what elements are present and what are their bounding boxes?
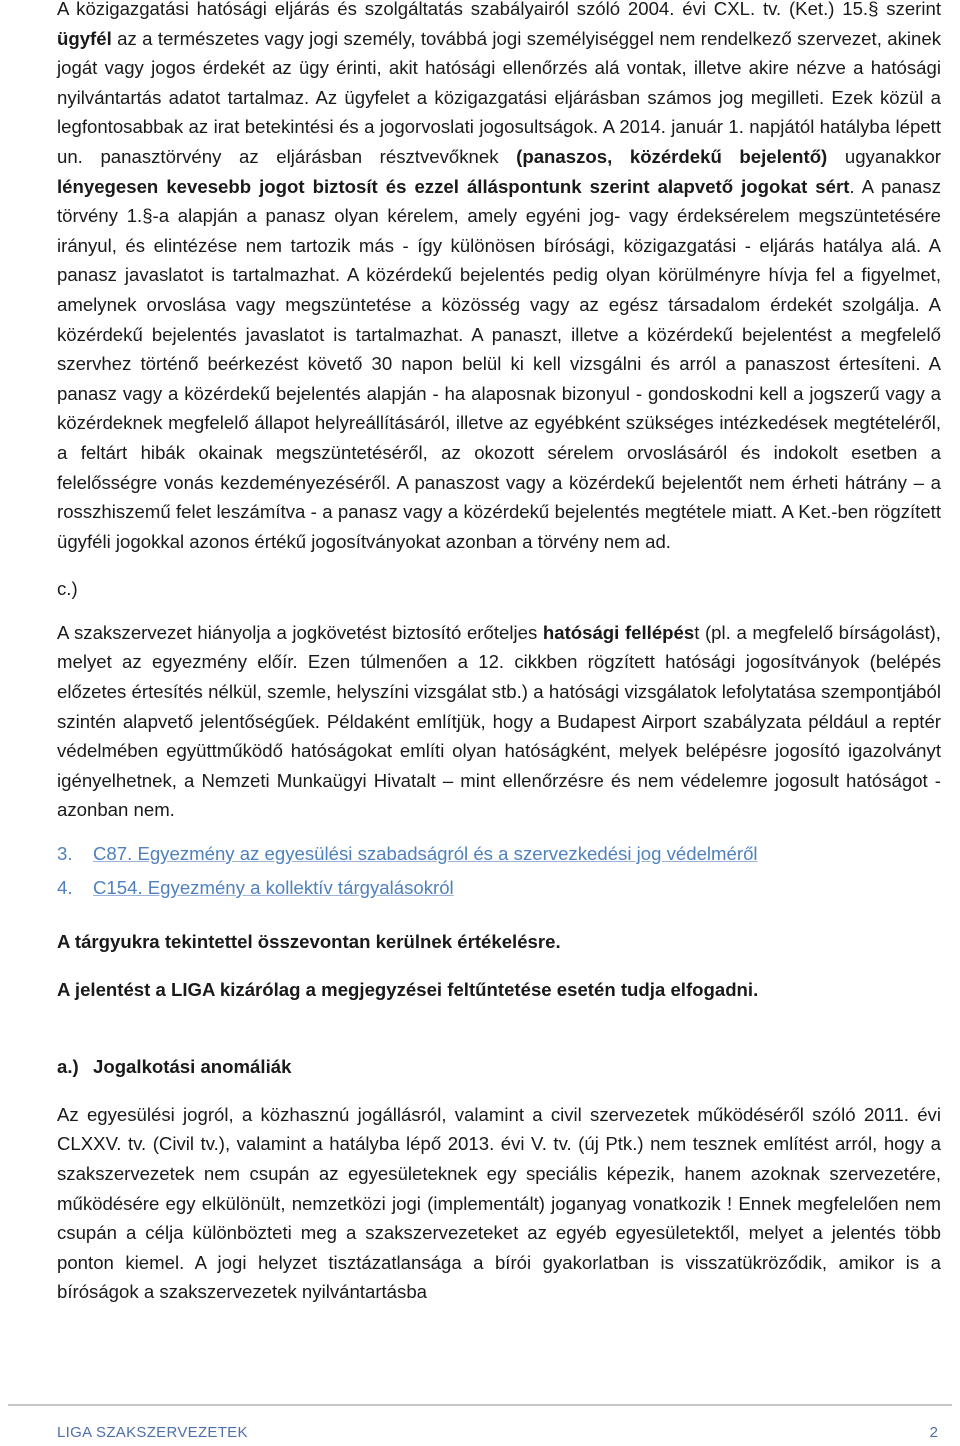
- item-title-link[interactable]: C87. Egyezmény az egyesülési szabadságról és a szervezkedési jog védelméről: [93, 843, 758, 865]
- item-title-link[interactable]: C154. Egyezmény a kollektív tárgyalásokról: [93, 877, 454, 899]
- numbered-item-3[interactable]: [57, 837, 941, 871]
- heading-text: Jogalkotási anomáliák: [93, 1056, 292, 1078]
- footer-org-name: LIGA SZAKSZERVEZETEK: [57, 1424, 248, 1441]
- text-run: A közigazgatási hatósági eljárás és szolgáltatás szabályairól szóló 2004. évi CXL. tv. (Ket.) 15.§ szerint: [57, 0, 941, 19]
- section-label-c: c.): [57, 578, 78, 600]
- page-number: 2: [929, 1424, 938, 1441]
- text-run: ugyanakkor: [827, 145, 941, 167]
- bold-statement-1: A tárgyukra tekintettel összevontan kerülnek értékelésre.: [57, 931, 561, 953]
- bold-term-hatosagi-fellepes: hatósági fellépés: [542, 621, 695, 643]
- footer-divider: [8, 1404, 952, 1406]
- item-number: 3.: [57, 843, 73, 865]
- document-page: [57, 0, 941, 1307]
- text-run: . A panasz törvény 1.§-a alapján a panasz olyan kérelem, amely egyéni jog- vagy érdeksérelem megszüntetésére irányul, és elintézése nem tartozik más - így különösen bírósági, közigazgatási - eljárás hatálya alá. A panasz javaslatot is tartalmazhat. A közérdekű bejelentés pedig olyan körülményre hívja fel a figyelmet, amelynek orvoslása vagy megszüntetése a közösség vagy az egész társadalom érdekét szolgálja. A közérdekű bejelentés javaslatot is tartalmazhat. A panaszt, illetve a közérdekű bejelentést a megfelelő szervhez történő beérkezést követő 30 napon belül ki kell vizsgálni és arról a panaszost értesíteni. A panasz vagy a közérdekű bejelentés alapján - ha alaposnak bizonyul - gondoskodni kell a jogszerű vagy a közérdeknek megfelelő állapot helyreállításáról, illetve az egyébként szükséges intézkedések megtételéről, a feltárt hibák okainak megszüntetéséről, az okozott sérelem orvoslásáról és indokolt esetben a felelősségre vonás kezdeményezéséről. A panaszost vagy a közérdekű bejelentőt nem érheti hátrány – a rosszhiszemű felet leszámítva - a panasz vagy a közérdekű bejelentés megtétele miatt. A Ket.-ben rögzített ügyféli jogokkal azonos értékű jogosítványokat azonban a törvény nem ad.: [57, 175, 941, 552]
- numbered-list: [57, 837, 941, 905]
- item-number: 4.: [57, 877, 73, 899]
- text-run: A szakszervezet hiányolja a jogkövetést biztosító erőteljes: [57, 621, 543, 643]
- section-heading: [57, 1052, 941, 1082]
- paragraph-jogalkotas: Az egyesülési jogról, a közhasznú jogállásról, valamint a civil szervezetek működéséről szóló 2011. évi CLXXV. tv. (Civil tv.), valamint a hatályba lépő 2013. évi V. tv. (új Ptk.) nem tesznek említést arról, hogy a szakszervezetek nem csupán az egyesületeknek egy speciális képezik, hanem azoknak szervezetére, működésére egy elkülönült, nemzetközi jogi (implementált) joganyag vonatkozik ! Ennek megfelelően nem csupán a célja különbözteti meg a szakszervezeteket az egyéb egyesületektől, melyet a jelentés több ponton kiemel. A jogi helyzet tisztázatlansága a bírói gyakorlatban is visszatükröződik, amikor is a bíróságok a szakszervezetek nyilvántartásba: [57, 1103, 941, 1303]
- heading-label: a.): [57, 1056, 79, 1078]
- bold-claim: lényegesen kevesebb jogot biztosít és ezzel álláspontunk szerint alapvető jogokat sért: [57, 175, 850, 197]
- bold-term-panaszos: (panaszos, közérdekű bejelentő): [516, 145, 828, 167]
- text-run: t (pl. a megfelelő bírságolást), melyet az egyezmény előír. Ezen túlmenően a 12. cikkben rögzített hatósági jogosítványok (belépés előzetes értesítés nélkül, szemle, helyszíni vizsgálat stb.) a hatósági vizsgálatok lefolytatása szempontjából szintén alapvető jelentőségűek. Példaként említjük, hogy a Budapest Airport szabályzata például a reptér védelmében együttműködő hatóságokat említi olyan hatóságként, melyek belépésre jogosító igazolványt igényelhetnek, a Nemzeti Munkaügyi Hivatalt – mint ellenőrzésre és nem védelemre jogosult hatóságot - azonban nem.: [57, 621, 941, 821]
- bold-statement-2: A jelentést a LIGA kizárólag a megjegyzései feltűntetése esetén tudja elfogadni.: [57, 978, 759, 1000]
- paragraph-hatosagi-fellepes: [57, 618, 941, 825]
- bold-term-ugyfel: ügyfél: [57, 27, 112, 49]
- paragraph-ugyfel: [57, 0, 941, 556]
- text-run: az a természetes vagy jogi személy, továbbá jogi személyiséggel nem rendelkező szervezet, akinek jogát vagy jogos érdekét az ügy érinti, akit hatósági ellenőrzés alá vontak, illetve akire nézve a hatósági nyilvántartás adatot tartalmaz. Az ügyfelet a közigazgatási eljárásban számos jog megilleti. Ezek közül a legfontosabbak az irat betekintési és a jogorvoslati jogosultságok. A 2014. január 1. napjától hatályba lépett un. panasztörvény az eljárásban résztvevőknek: [57, 27, 941, 167]
- numbered-item-4[interactable]: [57, 871, 941, 905]
